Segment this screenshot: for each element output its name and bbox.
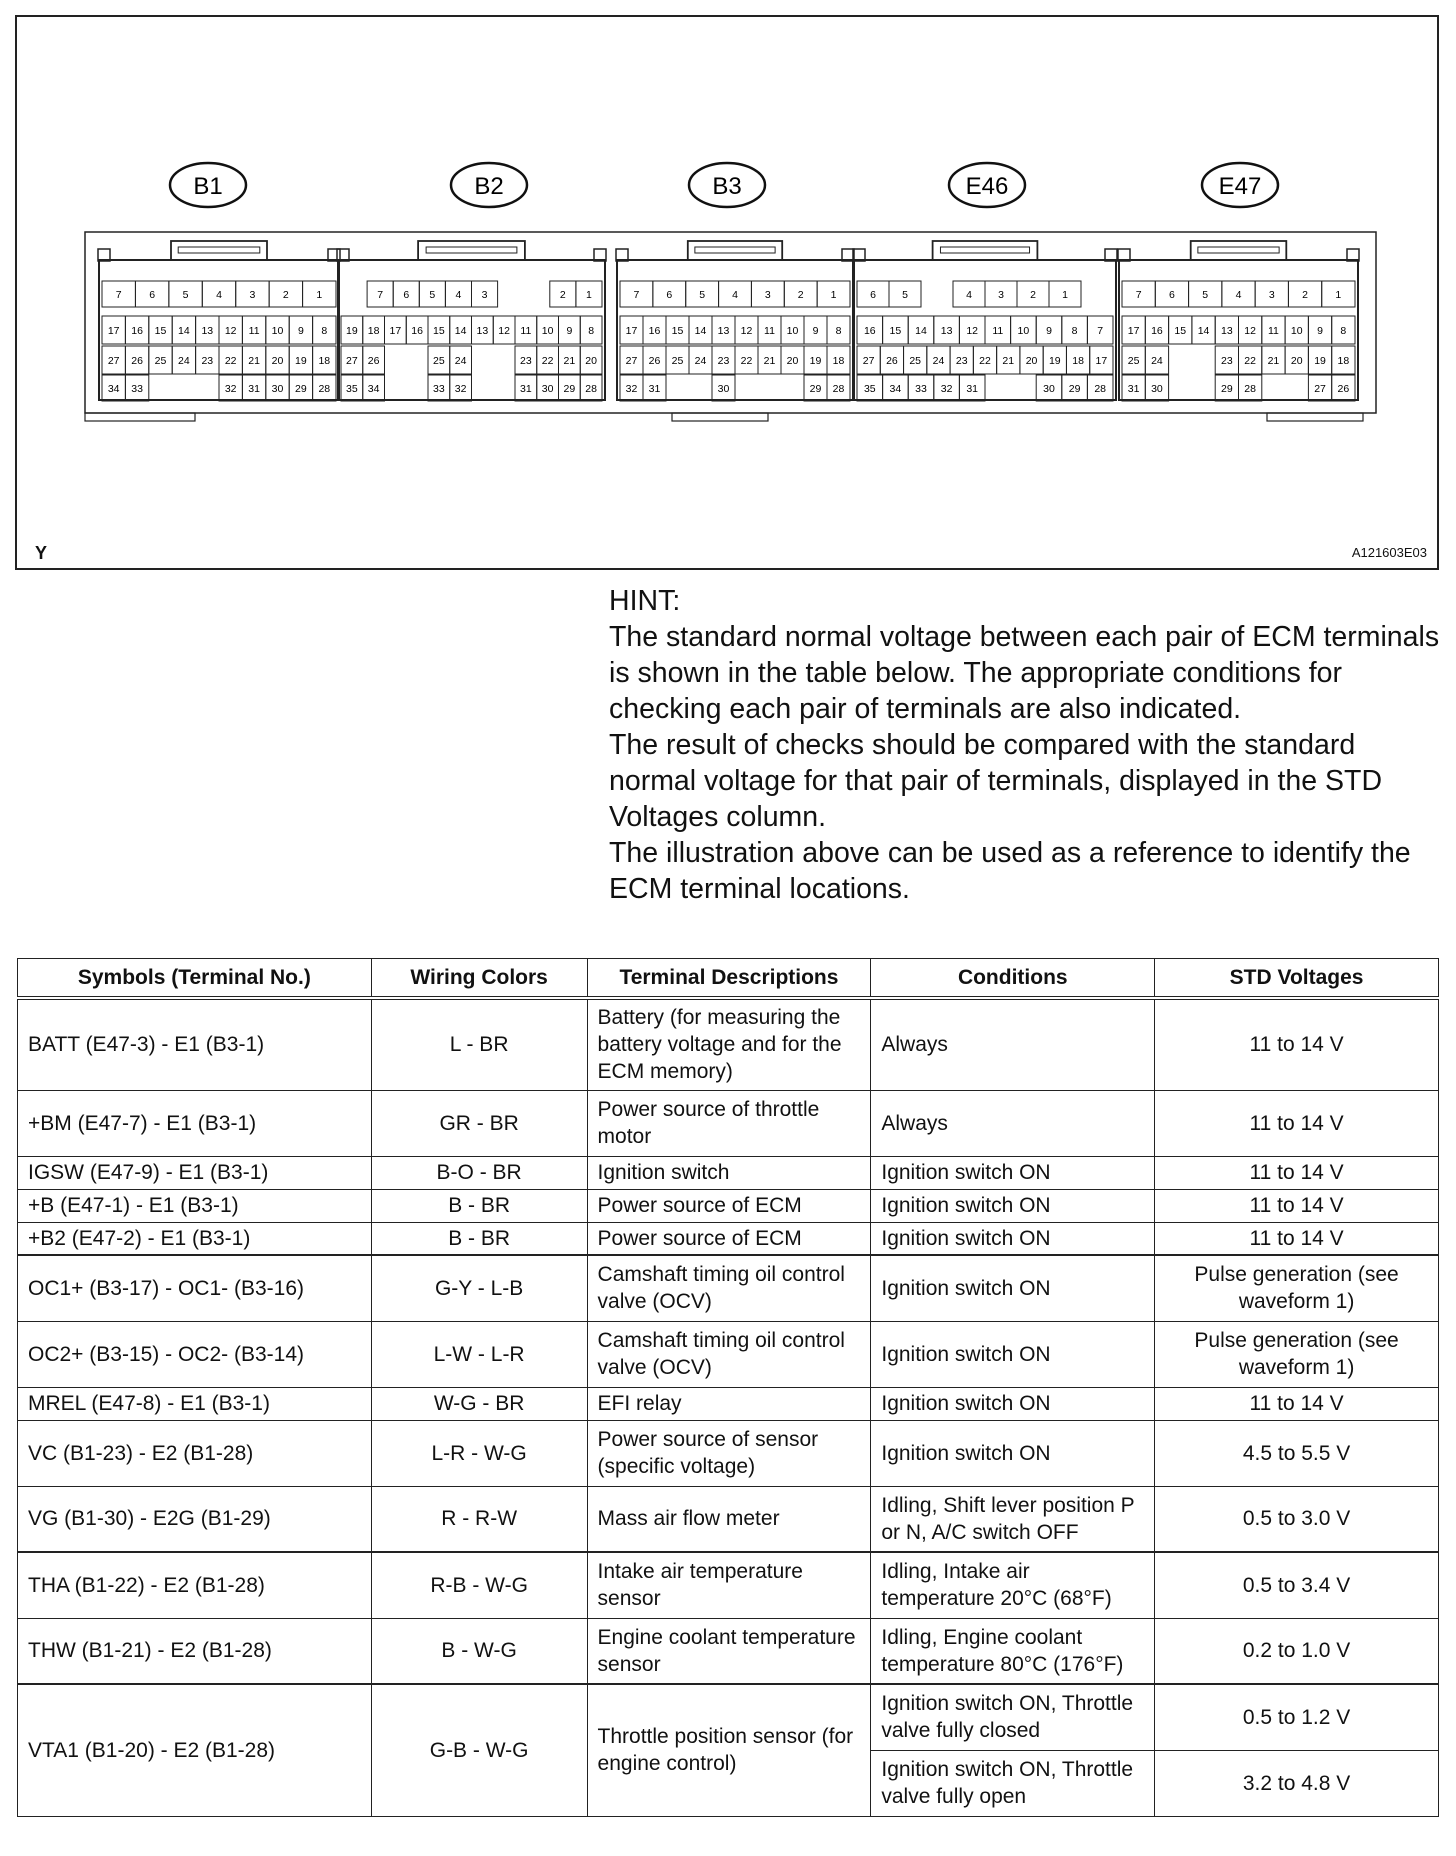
connector-label: B1 — [193, 173, 223, 200]
terminal-number: 8 — [1340, 325, 1347, 337]
cell-symbols: +B (E47-1) - E1 (B3-1) — [18, 1189, 372, 1222]
terminal-number: 25 — [671, 355, 684, 367]
cell-description: Battery (for measuring the battery voltage and for the ECM memory) — [587, 998, 871, 1090]
terminal-number: 10 — [1017, 325, 1030, 337]
cell-wiring-colors: G-B - W-G — [371, 1684, 587, 1816]
terminal-number: 27 — [346, 355, 358, 367]
terminal-number: 30 — [541, 383, 554, 395]
terminal-number: 26 — [886, 355, 898, 367]
connector-label: B2 — [474, 173, 504, 200]
header-wiring-colors: Wiring Colors — [371, 959, 587, 999]
terminal-number: 5 — [1202, 289, 1209, 301]
connector-lock — [933, 241, 1038, 260]
cell-symbols: IGSW (E47-9) - E1 (B3-1) — [18, 1156, 372, 1189]
table-row — [18, 998, 1439, 1090]
table-row — [18, 1618, 1439, 1684]
terminal-number: 28 — [318, 383, 331, 395]
terminal-number: 14 — [1197, 325, 1210, 337]
terminal-number: 15 — [154, 325, 167, 337]
terminal-number: 32 — [224, 383, 237, 395]
cell-condition: Ignition switch ON — [871, 1156, 1155, 1189]
cell-wiring-colors: L-R - W-G — [371, 1420, 587, 1486]
terminal-number: 23 — [201, 355, 214, 367]
connector-lock-slot — [695, 247, 775, 253]
terminal-number: 14 — [178, 325, 190, 337]
terminal-number: 28 — [1244, 383, 1256, 395]
terminal-number: 16 — [648, 325, 661, 337]
terminal-number: 34 — [889, 383, 902, 395]
table-row — [18, 1090, 1439, 1156]
hint-paragraph: The standard normal voltage between each pair of ECM terminals is shown in the table below. The appropriate conditions for checking each pair of terminals are also indicated. — [609, 621, 1440, 725]
header-terminal-descriptions: Terminal Descriptions — [587, 959, 871, 999]
terminal-number: 29 — [295, 383, 307, 395]
terminal-number: 16 — [411, 325, 423, 337]
terminal-number: 25 — [1127, 355, 1140, 367]
table-row — [18, 1189, 1439, 1222]
cell-description: Power source of ECM — [587, 1189, 871, 1222]
terminal-number: 29 — [563, 383, 576, 395]
terminal-number: 26 — [1337, 383, 1350, 395]
cell-wiring-colors: L - BR — [371, 998, 587, 1090]
terminal-number: 1 — [316, 289, 323, 301]
terminal-number: 3 — [1268, 289, 1275, 301]
connector-label: E46 — [965, 173, 1009, 200]
terminal-number: 6 — [1169, 289, 1175, 301]
terminal-number: 33 — [915, 383, 927, 395]
terminal-number: 12 — [1244, 325, 1256, 337]
terminal-number: 6 — [666, 289, 673, 301]
cell-condition: Ignition switch ON — [871, 1387, 1155, 1420]
terminal-number: 31 — [648, 383, 661, 395]
terminal-number: 15 — [1174, 325, 1187, 337]
cell-wiring-colors: R-B - W-G — [371, 1552, 587, 1618]
terminal-number: 20 — [585, 355, 597, 367]
ecm-connector-figure — [15, 15, 1439, 570]
terminal-number: 18 — [832, 355, 845, 367]
terminal-number: 20 — [1290, 355, 1303, 367]
terminal-number: 29 — [809, 383, 822, 395]
terminal-number: 8 — [588, 325, 595, 337]
terminal-number: 27 — [107, 355, 120, 367]
terminal-number: 13 — [717, 325, 730, 337]
connector-lock-slot — [940, 247, 1029, 253]
terminal-number: 24 — [932, 355, 945, 367]
terminal-number: 22 — [224, 355, 237, 367]
terminal-number: 3 — [481, 289, 488, 301]
terminal-number: 31 — [520, 383, 532, 395]
terminal-number: 12 — [740, 325, 753, 337]
connector-lock-slot — [1198, 247, 1279, 253]
terminal-number: 21 — [1002, 355, 1015, 367]
table-row — [18, 1387, 1439, 1420]
cell-wiring-colors: W-G - BR — [371, 1387, 587, 1420]
terminal-number: 32 — [625, 383, 638, 395]
terminal-number: 1 — [1335, 289, 1342, 301]
table-row — [18, 1321, 1439, 1387]
terminal-number: 9 — [297, 325, 304, 337]
hint-paragraph: The result of checks should be compared with the standard normal voltage for that pair of terminals, displayed in the STD Voltages column. — [609, 729, 1383, 833]
connector-label: E47 — [1218, 173, 1262, 200]
terminal-number: 32 — [454, 383, 467, 395]
cell-wiring-colors: B - W-G — [371, 1618, 587, 1684]
table-row — [18, 1486, 1439, 1552]
terminal-number: 21 — [563, 355, 576, 367]
connector-lock — [418, 241, 525, 260]
terminal-number: 31 — [248, 383, 260, 395]
cell-description: Intake air temperature sensor — [587, 1552, 871, 1618]
terminal-number: 2 — [559, 289, 566, 301]
terminal-number: 32 — [940, 383, 953, 395]
terminal-number: 11 — [520, 325, 532, 337]
terminal-number: 33 — [131, 383, 143, 395]
terminal-number: 25 — [909, 355, 922, 367]
terminal-number: 6 — [870, 289, 876, 301]
connector-label: B3 — [712, 173, 742, 200]
cell-condition: Always — [871, 1090, 1155, 1156]
cell-symbols: BATT (E47-3) - E1 (B3-1) — [18, 998, 372, 1090]
cell-wiring-colors: B - BR — [371, 1189, 587, 1222]
housing-tab — [1267, 413, 1363, 421]
terminal-number: 18 — [318, 355, 331, 367]
terminal-number: 23 — [955, 355, 968, 367]
cell-symbols: THA (B1-22) - E2 (B1-28) — [18, 1552, 372, 1618]
cell-description: Throttle position sensor (for engine control) — [587, 1684, 871, 1816]
terminal-number: 22 — [1244, 355, 1256, 367]
cell-wiring-colors: G-Y - L-B — [371, 1255, 587, 1321]
figure-code: A121603E03 — [1351, 545, 1427, 560]
terminal-number: 17 — [389, 325, 402, 337]
cell-symbols: VC (B1-23) - E2 (B1-28) — [18, 1420, 372, 1486]
terminal-number: 27 — [625, 355, 638, 367]
cell-std-voltage: 11 to 14 V — [1155, 1222, 1439, 1255]
terminal-number: 6 — [403, 289, 410, 301]
terminal-number: 35 — [863, 383, 876, 395]
terminal-number: 11 — [764, 325, 775, 337]
connector-lock — [171, 241, 267, 260]
cell-symbols: VG (B1-30) - E2G (B1-29) — [18, 1486, 372, 1552]
terminal-number: 24 — [178, 355, 190, 367]
terminal-number: 18 — [1072, 355, 1084, 367]
terminal-number: 22 — [979, 355, 991, 367]
terminal-number: 7 — [377, 289, 384, 301]
terminal-number: 16 — [863, 325, 876, 337]
cell-condition: Idling, Shift lever position P or N, A/C switch OFF — [871, 1486, 1155, 1552]
cell-symbols: THW (B1-21) - E2 (B1-28) — [18, 1618, 372, 1684]
terminal-number: 12 — [966, 325, 979, 337]
terminal-number: 4 — [1235, 289, 1242, 301]
terminal-number: 3 — [249, 289, 256, 301]
terminal-number: 12 — [498, 325, 510, 337]
terminal-number: 11 — [248, 325, 260, 337]
table-row — [18, 1684, 1439, 1750]
cell-std-voltage: 11 to 14 V — [1155, 1189, 1439, 1222]
terminal-number: 2 — [797, 289, 804, 301]
cell-condition: Ignition switch ON — [871, 1255, 1155, 1321]
terminal-number: 27 — [862, 355, 875, 367]
cell-condition: Always — [871, 998, 1155, 1090]
terminal-number: 9 — [566, 325, 573, 337]
terminal-number: 3 — [998, 289, 1004, 301]
terminal-number: 8 — [1071, 325, 1078, 337]
terminal-number: 9 — [1317, 325, 1323, 337]
connector-lock — [1191, 241, 1287, 260]
terminal-number: 22 — [541, 355, 554, 367]
terminal-number: 9 — [1046, 325, 1052, 337]
terminal-number: 23 — [1221, 355, 1233, 367]
terminal-number: 10 — [786, 325, 799, 337]
cell-std-voltage: 11 to 14 V — [1155, 998, 1439, 1090]
terminal-number: 2 — [1302, 289, 1308, 301]
terminal-number: 26 — [131, 355, 143, 367]
hint-paragraph: The illustration above can be used as a reference to identify the ECM terminal locations. — [609, 837, 1411, 905]
terminal-number: 24 — [1151, 355, 1163, 367]
header-symbols: Symbols (Terminal No.) — [18, 959, 372, 999]
terminal-number: 17 — [107, 325, 120, 337]
cell-symbols: OC2+ (B3-15) - OC2- (B3-14) — [18, 1321, 372, 1387]
cell-description: Engine coolant temperature sensor — [587, 1618, 871, 1684]
terminal-number: 7 — [1135, 289, 1142, 301]
terminal-number: 27 — [1314, 383, 1326, 395]
hint-section — [609, 583, 1449, 907]
terminal-number: 10 — [1290, 325, 1303, 337]
cell-condition: Ignition switch ON, Throttle valve fully closed — [871, 1684, 1155, 1750]
connector-lock-slot — [426, 247, 517, 253]
terminal-number: 25 — [154, 355, 167, 367]
cell-std-voltage: 11 to 14 V — [1155, 1387, 1439, 1420]
terminal-number: 19 — [295, 355, 307, 367]
cell-symbols: +B2 (E47-2) - E1 (B3-1) — [18, 1222, 372, 1255]
terminal-number: 17 — [1127, 325, 1140, 337]
terminal-number: 7 — [115, 289, 122, 301]
terminal-number: 4 — [732, 289, 738, 301]
terminal-number: 28 — [1094, 383, 1107, 395]
terminal-number: 11 — [1267, 325, 1279, 337]
terminal-number: 26 — [367, 355, 380, 367]
terminal-number: 20 — [786, 355, 799, 367]
terminal-number: 5 — [699, 289, 706, 301]
terminal-number: 20 — [271, 355, 284, 367]
terminal-number: 7 — [633, 289, 640, 301]
terminal-number: 2 — [282, 289, 289, 301]
header-conditions: Conditions — [871, 959, 1155, 999]
terminal-number: 30 — [271, 383, 284, 395]
terminal-number: 9 — [812, 325, 819, 337]
terminal-number: 28 — [585, 383, 597, 395]
cell-wiring-colors: B - BR — [371, 1222, 587, 1255]
terminal-number: 14 — [694, 325, 707, 337]
connector-lock — [688, 241, 782, 260]
terminal-number: 20 — [1025, 355, 1038, 367]
terminal-number: 3 — [764, 289, 771, 301]
cell-symbols: VTA1 (B1-20) - E2 (B1-28) — [18, 1684, 372, 1816]
terminal-number: 30 — [1151, 383, 1163, 395]
cell-wiring-colors: B-O - BR — [371, 1156, 587, 1189]
terminal-number: 19 — [346, 325, 358, 337]
terminal-number: 12 — [224, 325, 237, 337]
terminal-number: 33 — [433, 383, 445, 395]
terminal-number: 17 — [1095, 355, 1108, 367]
table-row — [18, 1552, 1439, 1618]
terminal-number: 21 — [763, 355, 776, 367]
terminal-number: 13 — [201, 325, 214, 337]
terminal-number: 35 — [346, 383, 358, 395]
terminal-number: 21 — [1267, 355, 1280, 367]
terminal-number: 13 — [476, 325, 489, 337]
table-row — [18, 1156, 1439, 1189]
connector-lock-slot — [178, 247, 260, 253]
cell-description: Ignition switch — [587, 1156, 871, 1189]
table-row — [18, 1420, 1439, 1486]
cell-description: Power source of throttle motor — [587, 1090, 871, 1156]
terminal-number: 5 — [182, 289, 189, 301]
terminal-number: 26 — [648, 355, 661, 367]
table-row — [18, 1255, 1439, 1321]
terminal-number: 8 — [321, 325, 328, 337]
terminal-number: 30 — [717, 383, 730, 395]
cell-description: Camshaft timing oil control valve (OCV) — [587, 1321, 871, 1387]
terminal-number: 1 — [586, 289, 592, 301]
terminal-number: 25 — [433, 355, 445, 367]
terminal-number: 15 — [671, 325, 684, 337]
terminal-number: 31 — [1127, 383, 1140, 395]
terminal-number: 4 — [455, 289, 462, 301]
terminal-number: 29 — [1068, 383, 1081, 395]
terminal-number: 29 — [1221, 383, 1233, 395]
terminal-number: 24 — [694, 355, 707, 367]
cell-description: Power source of ECM — [587, 1222, 871, 1255]
terminal-number: 2 — [1030, 289, 1036, 301]
cell-std-voltage: 0.5 to 3.0 V — [1155, 1486, 1439, 1552]
hint-title: HINT: — [609, 585, 681, 617]
terminal-number: 19 — [1048, 355, 1061, 367]
table-row — [18, 1222, 1439, 1255]
terminal-number: 1 — [830, 289, 837, 301]
terminal-number: 16 — [131, 325, 143, 337]
cell-std-voltage: 0.5 to 3.4 V — [1155, 1552, 1439, 1618]
terminal-number: 13 — [1221, 325, 1233, 337]
cell-wiring-colors: GR - BR — [371, 1090, 587, 1156]
cell-std-voltage: 11 to 14 V — [1155, 1090, 1439, 1156]
terminal-number: 5 — [902, 289, 908, 301]
terminal-number: 4 — [966, 289, 972, 301]
cell-description: Camshaft timing oil control valve (OCV) — [587, 1255, 871, 1321]
cell-wiring-colors: L-W - L-R — [371, 1321, 587, 1387]
cell-std-voltage: 4.5 to 5.5 V — [1155, 1420, 1439, 1486]
terminal-number: 6 — [149, 289, 156, 301]
cell-description: EFI relay — [587, 1387, 871, 1420]
cell-symbols: OC1+ (B3-17) - OC1- (B3-16) — [18, 1255, 372, 1321]
terminal-voltage-table — [17, 958, 1439, 1817]
terminal-number: 1 — [1062, 289, 1068, 301]
cell-std-voltage: Pulse generation (see waveform 1) — [1155, 1321, 1439, 1387]
terminal-number: 15 — [433, 325, 445, 337]
terminal-number: 19 — [1314, 355, 1326, 367]
cell-description: Mass air flow meter — [587, 1486, 871, 1552]
cell-condition: Ignition switch ON, Throttle valve fully open — [871, 1750, 1155, 1816]
connector-diagram — [17, 17, 1437, 568]
terminal-number: 18 — [367, 325, 380, 337]
housing-tab — [672, 413, 768, 421]
terminal-number: 30 — [1043, 383, 1055, 395]
terminal-number: 7 — [1097, 325, 1104, 337]
cell-std-voltage: 0.2 to 1.0 V — [1155, 1618, 1439, 1684]
terminal-number: 10 — [541, 325, 554, 337]
cell-condition: Ignition switch ON — [871, 1222, 1155, 1255]
cell-symbols: +BM (E47-7) - E1 (B3-1) — [18, 1090, 372, 1156]
terminal-number: 4 — [216, 289, 222, 301]
terminal-number: 13 — [940, 325, 953, 337]
cell-std-voltage: 11 to 14 V — [1155, 1156, 1439, 1189]
terminal-number: 8 — [835, 325, 842, 337]
terminal-number: 34 — [107, 383, 120, 395]
terminal-number: 16 — [1151, 325, 1163, 337]
cell-condition: Idling, Engine coolant temperature 80°C (176°F) — [871, 1618, 1155, 1684]
view-label: Y — [35, 543, 48, 563]
terminal-number: 14 — [454, 325, 467, 337]
header-std-voltages: STD Voltages — [1155, 959, 1439, 999]
terminal-number: 24 — [454, 355, 467, 367]
terminal-number: 22 — [740, 355, 753, 367]
terminal-number: 19 — [809, 355, 822, 367]
cell-condition: Ignition switch ON — [871, 1420, 1155, 1486]
cell-std-voltage: 0.5 to 1.2 V — [1155, 1684, 1439, 1750]
terminal-number: 31 — [966, 383, 979, 395]
cell-std-voltage: Pulse generation (see waveform 1) — [1155, 1255, 1439, 1321]
terminal-number: 18 — [1337, 355, 1350, 367]
terminal-number: 10 — [271, 325, 284, 337]
terminal-number: 21 — [248, 355, 260, 367]
terminal-number: 17 — [625, 325, 638, 337]
terminal-number: 34 — [367, 383, 380, 395]
terminal-number: 23 — [520, 355, 532, 367]
cell-symbols: MREL (E47-8) - E1 (B3-1) — [18, 1387, 372, 1420]
terminal-number: 23 — [717, 355, 730, 367]
terminal-number: 11 — [992, 325, 1004, 337]
terminal-number: 14 — [915, 325, 927, 337]
terminal-number: 28 — [832, 383, 845, 395]
cell-description: Power source of sensor (specific voltage) — [587, 1420, 871, 1486]
terminal-number: 5 — [429, 289, 436, 301]
cell-condition: Ignition switch ON — [871, 1189, 1155, 1222]
housing-tab — [85, 413, 195, 421]
cell-condition: Ignition switch ON — [871, 1321, 1155, 1387]
cell-std-voltage: 3.2 to 4.8 V — [1155, 1750, 1439, 1816]
table-header-row — [18, 959, 1439, 999]
cell-wiring-colors: R - R-W — [371, 1486, 587, 1552]
terminal-number: 15 — [889, 325, 902, 337]
cell-condition: Idling, Intake air temperature 20°C (68°F) — [871, 1552, 1155, 1618]
